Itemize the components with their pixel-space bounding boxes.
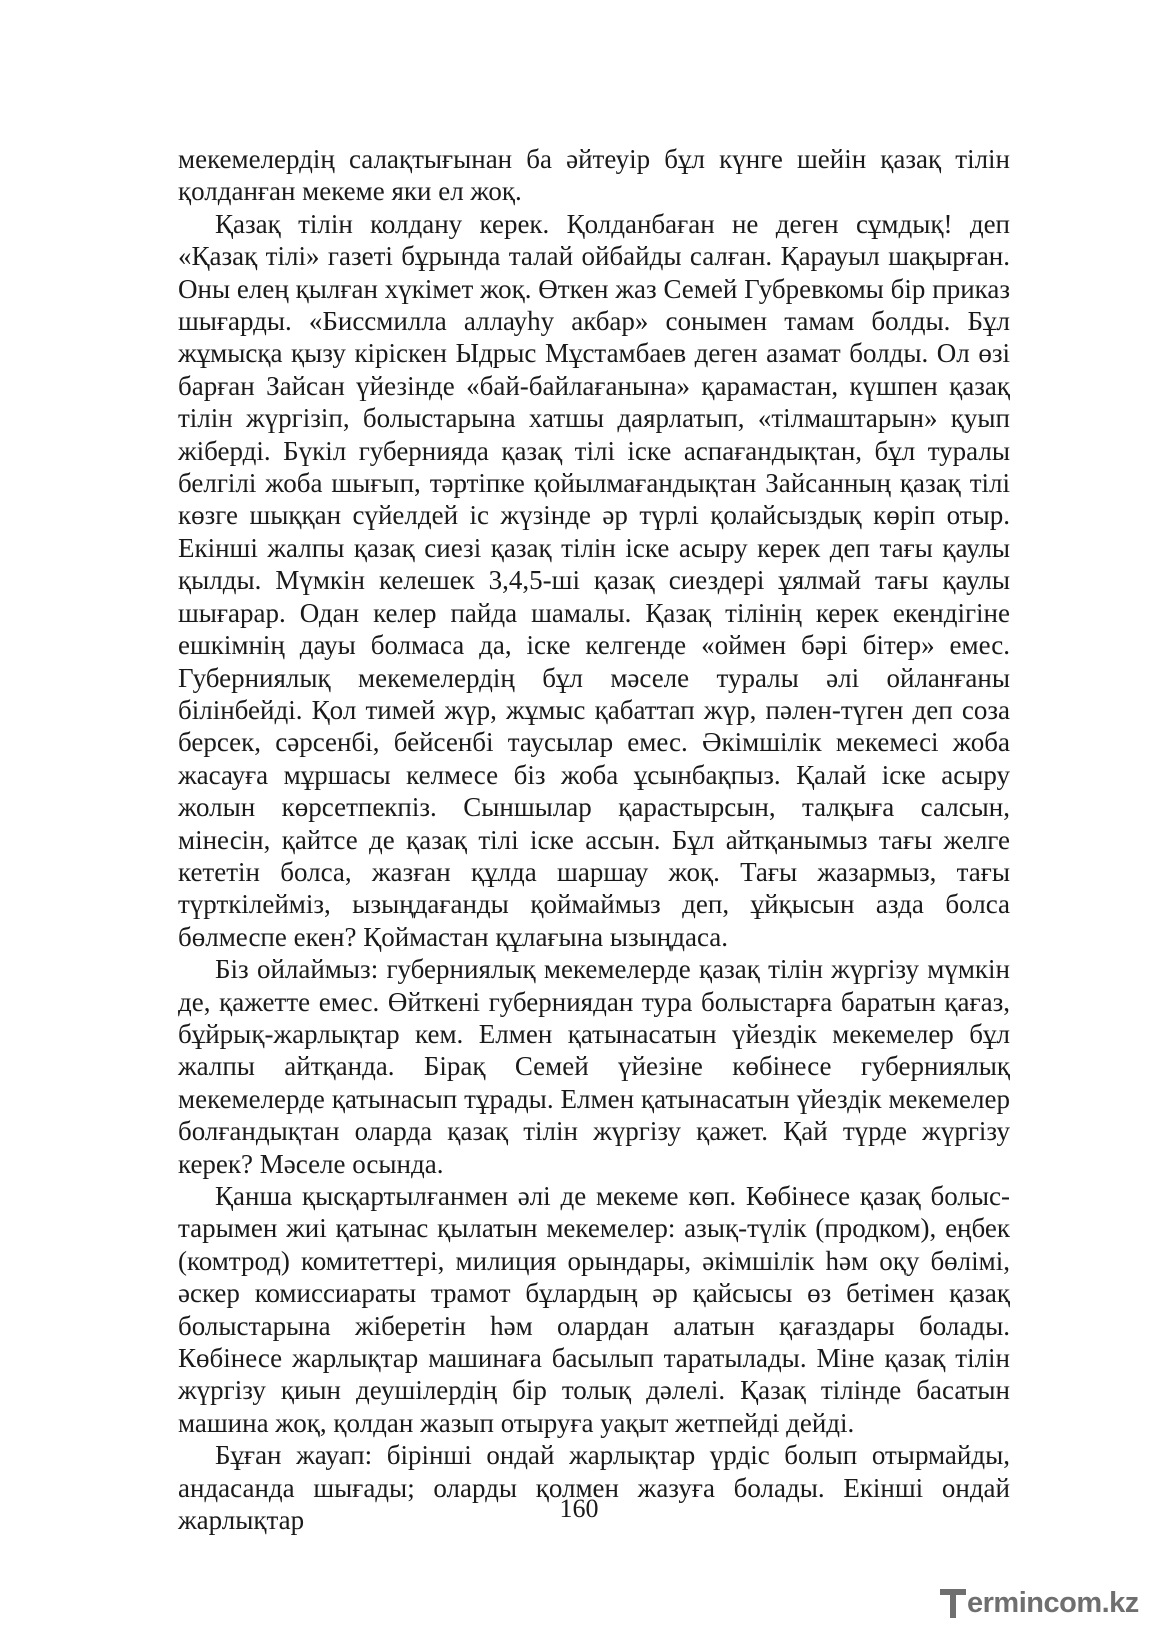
termincom-watermark-logo — [940, 1583, 1145, 1623]
logo-t-icon — [940, 1586, 966, 1620]
body-text — [178, 143, 1010, 1536]
logo-o-part: o — [1059, 1586, 1077, 1619]
paragraph-2: Қазақ тілін колдану керек. Қолданбаған не деген сұмдық! деп «Қазақ тілі» газеті бұрында талай ойбайды салған. Қарауыл шақырған. Оны елең қылған хүкімет жоқ. Өткен жаз Семей Губревкомы бір приказ шығарды. «Биссмилла аллауһу акбар» сонымен тамам болды. Бұл жұмысқа қызу кіріскен Ыдрыс Мұстамбаев деген азамат болды. Ол өзі барған Зайсан үйезінде «бай-байлағанына» қарамастан, күшпен қазақ тілін жүргізіп, болыстарына хатшы даярлатып, «тілмаштарын» қуып жіберді. Бүкіл губернияда қазақ тілі іске аспағандықтан, бұл туралы белгілі жоба шығып, тәртіпке қойылмағандықтан Зайсанның қазақ тілі көзге шыққан сүйелдей іс жүзінде әр түрлі қолайсыздық көріп отыр. Екінші жалпы қазақ сиезі қазақ тілін іске асыру керек деп тағы қаулы қылды. Мүмкін келешек 3,4,5-ші қазақ сиездері ұялмай тағы қаулы шығарар. Одан келер пайда шамалы. Қазақ тілінің керек екендігіне ешкімнің дауы болмаса да, іске келгенде «оймен бәрі бітер» емес. Губерниялық мекемелердің бұл мәселе туралы әлі ойланғаны білінбейді. Қол тимей жүр, жұмыс қабаттап жүр, пәлен-түген деп соза берсек, сәрсенбі, бейсенбі таусылар емес. Әкімшілік мекемесі жоба жасауға мұршасы келмесе біз жоба ұсынбақпыз. Қалай іске асыру жолын көрсетпекпіз. Сыншылар қарастырсын, талқыға салсын, мінесін, қайтсе де қазақ тілі іске ассын. Бұл айтқанымыз тағы желге кететін болса, жазған құлда шаршау жоқ. Тағы жазармыз, тағы түрткілейміз, ызыңдағанды қоймаймыз деп, ұйқысын азда болса бөлмеспе екен? Қоймастан құлағына ызыңдаса. — [178, 208, 1010, 952]
paragraph-1: мекемелердің салақтығынан ба әйтеуір бұл күнге шейін қазақ тілін қолданған мекеме яки ел жоқ. — [178, 144, 1010, 207]
paragraph-4: Қанша қысқартылғанмен әлі де мекеме көп. Көбінесе қазақ болыстарымен жиі қатынас қылатын мекемелер: азық-түлік (продком), еңбек (комтрод) комитеттері, милиция орындары, әкімшілік һәм оқу бөлімі, әскер комиссиараты трамот бұлардың әр қайсысы өз бетімен қазақ болыстарына жіберетін һәм олардан алатын қағаздары болады. Көбінесе жарлықтар машинаға басылып таратылады. Міне қазақ тілін жүргізу қиын деушілердің бір толық дәлелі. Қазақ тілінде басатын машина жоқ, қолдан жазып отыруға уақыт жетпейді дейді. — [178, 1181, 1010, 1438]
logo-text-part1: erminc — [967, 1586, 1060, 1619]
page-number: 160 — [559, 1494, 599, 1523]
paragraph-5: Бұған жауап: бірінші ондай жарлықтар үрдіс болып отырмайды, андасанда шығады; оларды қолмен жазуға болады. Екінші ондай жарлықтар — [178, 1440, 1010, 1536]
paragraph-3: Біз ойлаймыз: губерниялық мекемелерде қазақ тілін жүргізу мүмкін де, қажетте емес. Өйткені губерниядан тура болыстарға баратын қағаз, бұйрық-жарлықтар кем. Елмен қатынасатын үйездік мекемелер бұл жалпы айтқанда. Бірақ Семей үйезіне көбінесе губерниялық мекемелерде қатынасып тұрады. Елмен қатынасатын үйездік мекемелер болғандықтан оларда қазақ тілін жүргізу қажет. Қай түрде жүргізу керек? Мәселе осында. — [178, 954, 1010, 1179]
logo-text-part2: m.kz — [1076, 1586, 1139, 1619]
